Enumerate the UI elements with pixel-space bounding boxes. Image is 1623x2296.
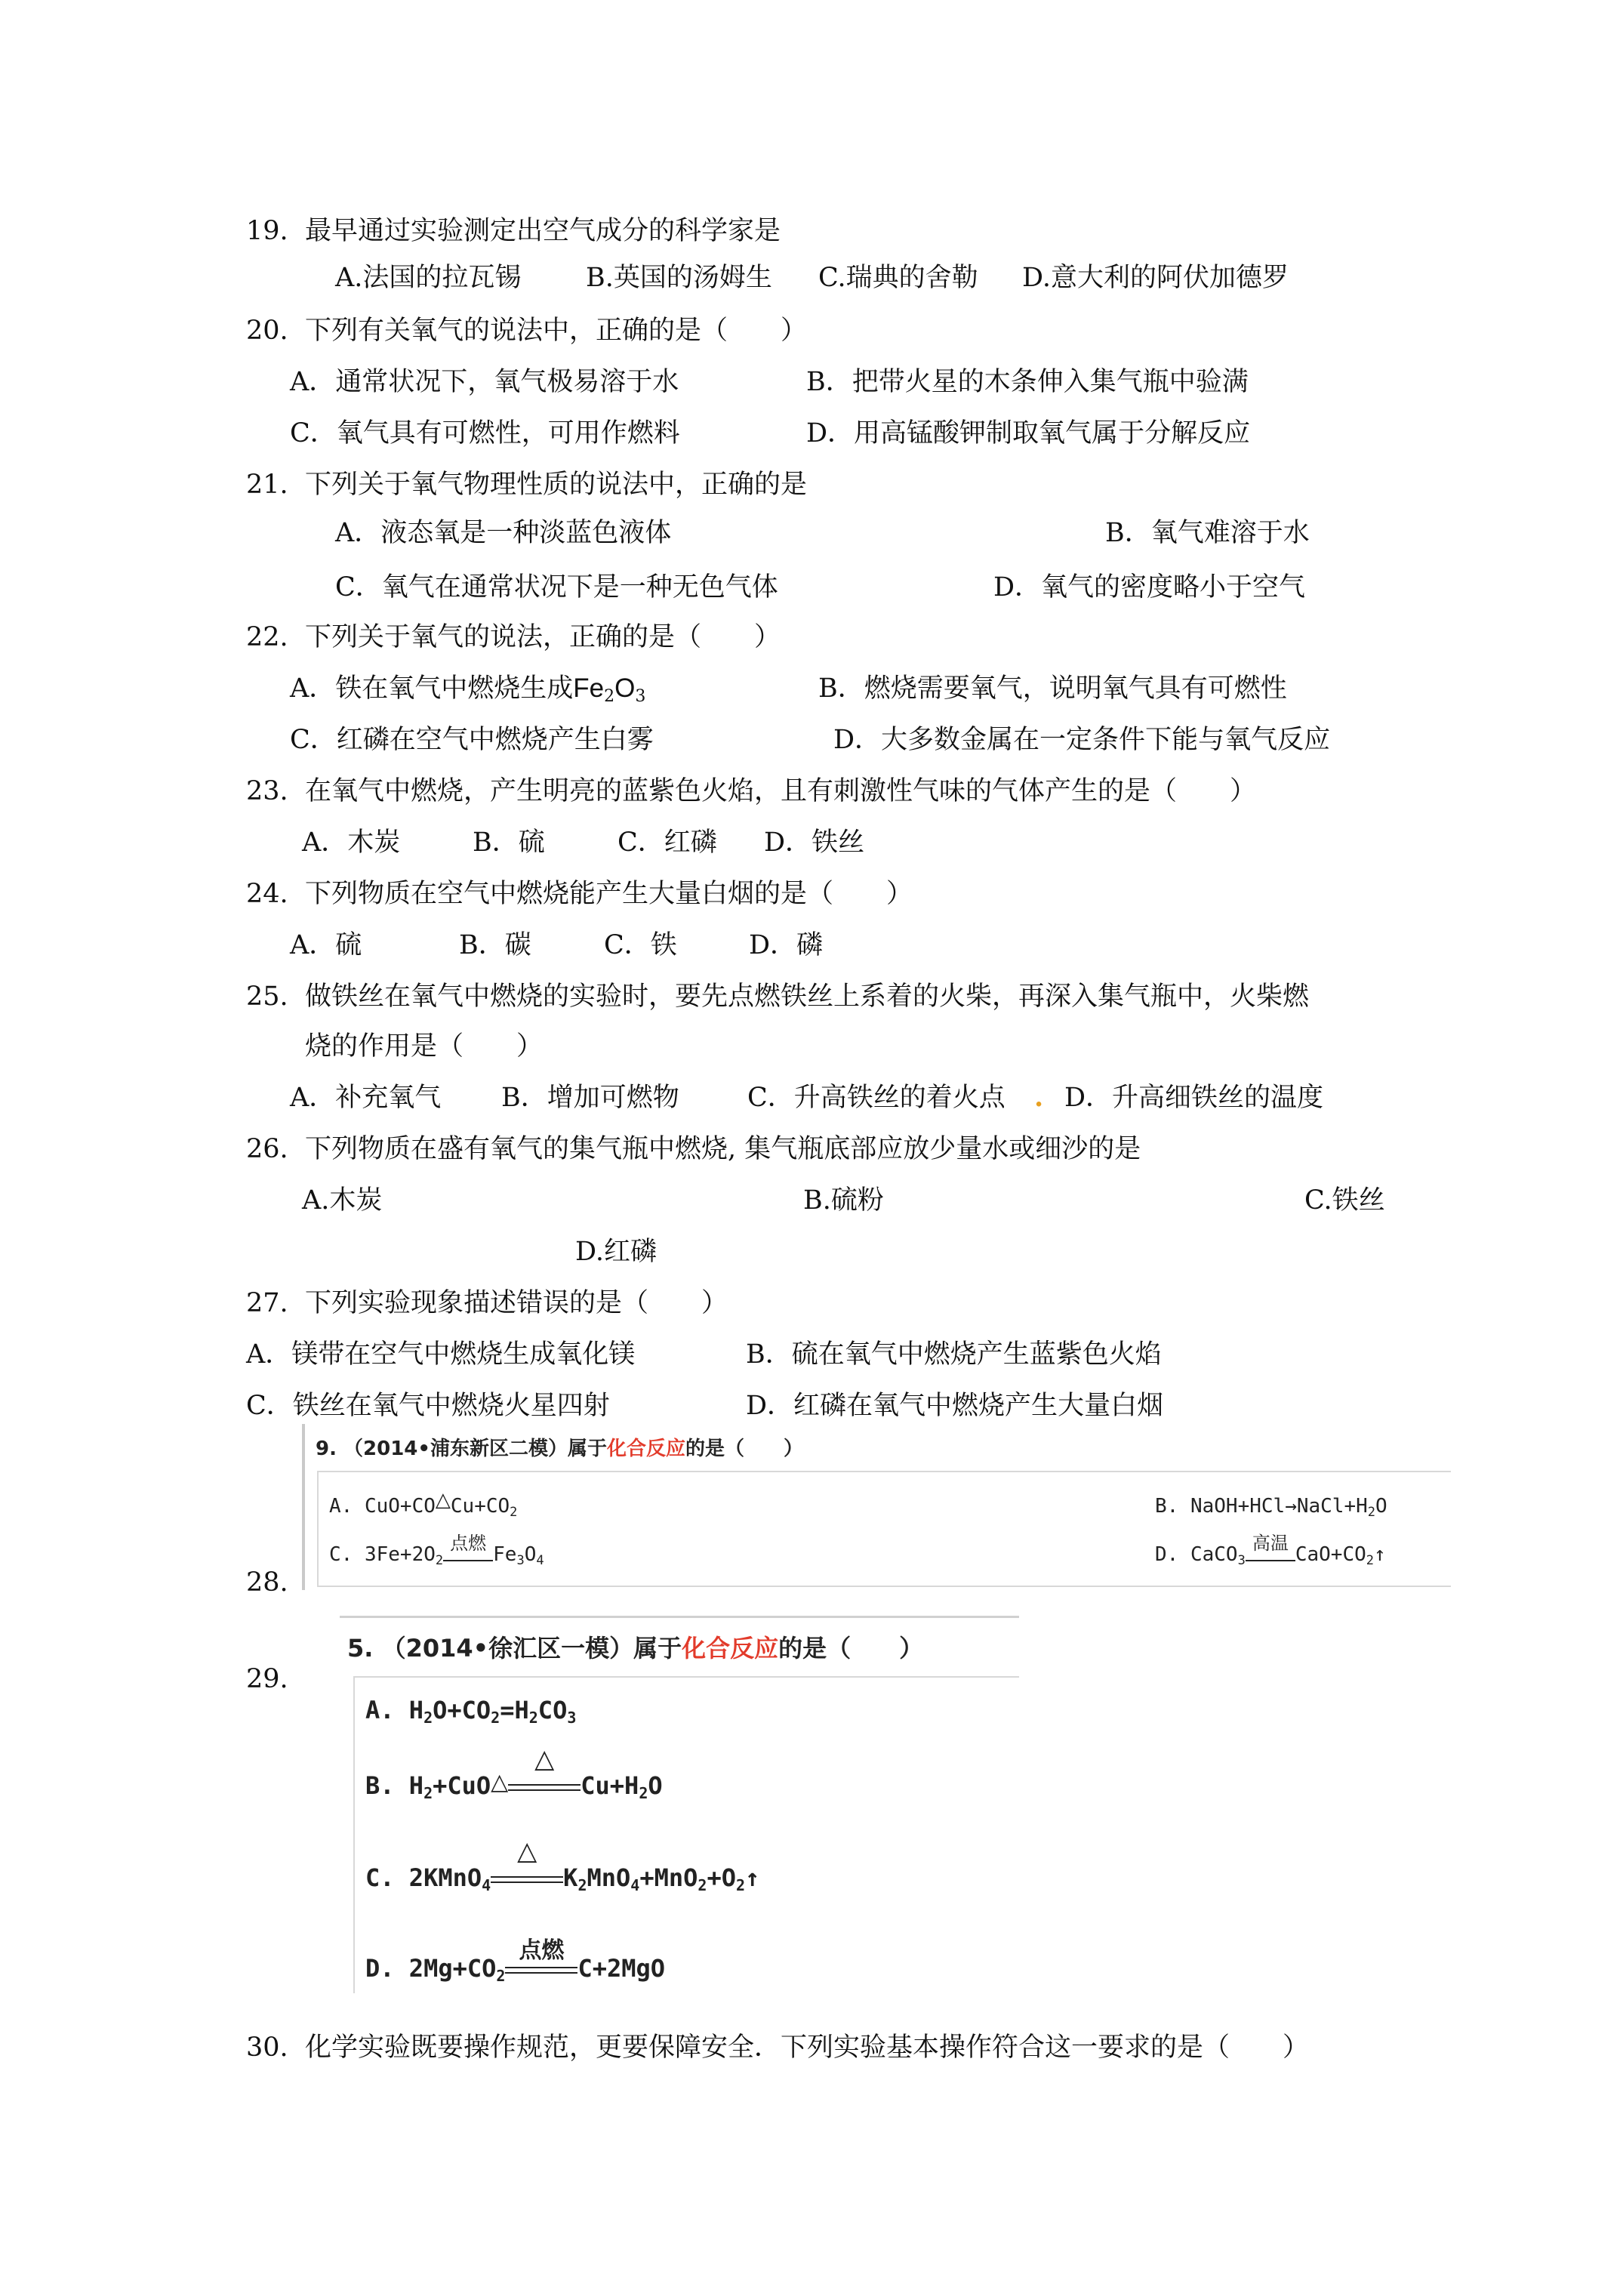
q23-stem: 在氧气中燃烧，产生明亮的蓝紫色火焰，且有刺激性气味的气体产生的是（ ） xyxy=(305,776,1257,806)
q29-header-keyword: 化合反应 xyxy=(682,1634,779,1663)
q29-option-c-reactants: 2KMnO xyxy=(408,1863,482,1892)
q28-option-d-label: D. xyxy=(1155,1543,1179,1566)
q21-option-d: D．氧气的密度略小于空气 xyxy=(993,572,1306,603)
q29-option-a: A. $H_2O+CO_2=H_2CO_3$ xyxy=(365,1696,577,1727)
q29-option-b-reactants: H xyxy=(408,1771,424,1800)
q25-stem-line1: 做铁丝在氧气中燃烧的实验时，要先点燃铁丝上系着的火柴，再深入集气瓶中，火柴燃 xyxy=(305,982,1310,1012)
q20-option-c: C．氧气具有可燃性，可用作燃料 xyxy=(290,418,680,448)
q28-screenshot xyxy=(302,1424,1449,1590)
q25-option-a: A．补充氧气 xyxy=(290,1083,442,1113)
q23-option-d: D．铁丝 xyxy=(764,827,865,858)
q29-option-c-label: C. xyxy=(365,1863,395,1892)
q26-option-a: A.木炭 xyxy=(302,1185,383,1216)
q27-option-c: C．铁丝在氧气中燃烧火星四射 xyxy=(246,1391,610,1421)
q26-number: 26. xyxy=(246,1134,288,1164)
q29-option-c-condition: △ xyxy=(491,1863,563,1892)
q22-number: 22. xyxy=(246,622,288,652)
q26-option-b: B.硫粉 xyxy=(803,1185,884,1216)
q28-option-b-label: B. xyxy=(1155,1495,1179,1518)
q22-fe2o3-o: O xyxy=(614,673,636,703)
q28-header-post: 的是（ ） xyxy=(685,1438,804,1460)
q25-option-c: C．升高铁丝的着火点 xyxy=(747,1083,1006,1113)
q26-option-d: D.红磷 xyxy=(575,1237,657,1267)
q29-option-d-reactants: 2Mg+CO xyxy=(408,1954,497,1983)
q29-option-c: C. 2KMnO$_4$ △ $K_2MnO_4+MnO_2+O_2↑$ xyxy=(365,1836,760,1894)
q19-number: 19. xyxy=(246,216,288,246)
q29-option-b-small-triangle: △ xyxy=(491,1769,509,1795)
q28-option-c-reactants: 3Fe+2O xyxy=(364,1543,436,1566)
q20-option-b: B．把带火星的木条伸入集气瓶中验满 xyxy=(806,367,1249,397)
q28-option-a-label: A. xyxy=(329,1495,353,1518)
q19-option-c: C.瑞典的舍勒 xyxy=(818,263,978,293)
q24-option-a: A．硫 xyxy=(290,930,362,960)
q29-header xyxy=(347,1629,923,1664)
q25-stem-line2: 烧的作用是（ ） xyxy=(305,1031,544,1062)
q25-option-d: D．升高细铁丝的温度 xyxy=(1064,1083,1324,1113)
q27-option-b: B．硫在氧气中燃烧产生蓝紫色火焰 xyxy=(746,1339,1162,1370)
q28-option-a-reactants: CuO+CO xyxy=(364,1495,436,1518)
q23-option-b: B．硫 xyxy=(473,827,545,858)
q28-option-c-condition: 点燃 xyxy=(443,1543,493,1566)
q27-option-d: D．红磷在氧气中燃烧产生大量白烟 xyxy=(746,1391,1164,1421)
q29-option-d: D. $2Mg+CO_2$ 点燃 C+2MgO xyxy=(365,1937,666,1985)
q28-option-d-products: CaO+CO xyxy=(1295,1543,1366,1566)
q30-stem: 化学实验既要操作规范，更要保障安全．下列实验基本操作符合这一要求的是（ ） xyxy=(305,2032,1310,2063)
q22-fe2o3-fe: Fe xyxy=(573,673,605,703)
q20-number: 20. xyxy=(246,316,288,346)
q29-number: 29. xyxy=(246,1664,288,1694)
q29-option-a-equation: H xyxy=(408,1696,424,1724)
q29-option-d-label: D. xyxy=(365,1954,395,1983)
q29-option-d-condition: 点燃 xyxy=(505,1954,577,1983)
q27-number: 27. xyxy=(246,1288,288,1318)
q28-left-rule xyxy=(302,1424,305,1590)
q25-dot-mark: . xyxy=(1034,1082,1044,1113)
q28-option-c: C. $3Fe+2O_2$ 点燃 $Fe_3O_4$ xyxy=(329,1533,544,1568)
q19-stem: 最早通过实验测定出空气成分的科学家是 xyxy=(305,216,781,246)
q24-option-d: D．磷 xyxy=(749,930,824,960)
q27-stem: 下列实验现象描述错误的是（ ） xyxy=(305,1288,728,1318)
q28-header-keyword: 化合反应 xyxy=(607,1438,686,1460)
q29-option-d-products: C+2MgO xyxy=(577,1954,666,1983)
q22-option-c: C．红磷在空气中燃烧产生白雾 xyxy=(290,725,654,755)
q29-header-pre: 5. （2014•徐汇区一模）属于 xyxy=(347,1634,682,1663)
q26-stem: 下列物质在盛有氧气的集气瓶中燃烧, 集气瓶底部应放少量水或细沙的是 xyxy=(305,1134,1141,1164)
q22-fe2o3-sub2: 2 xyxy=(604,687,615,706)
q29-top-rule xyxy=(340,1616,1019,1618)
q20-stem: 下列有关氧气的说法中，正确的是（ ） xyxy=(305,316,808,346)
q24-option-b: B．碳 xyxy=(459,930,531,960)
q29-screenshot xyxy=(340,1614,1019,1992)
q28-option-d: D. CaCO$_3$ 高温 $CaO+CO_2↑$ xyxy=(1155,1533,1386,1568)
q21-number: 21. xyxy=(246,470,288,500)
q29-option-b-products: Cu+H xyxy=(581,1771,639,1800)
q29-option-b-label: B. xyxy=(365,1771,395,1800)
q22-stem: 下列关于氧气的说法，正确的是（ ） xyxy=(305,622,781,652)
q29-option-b: B. $H_2+CuO\triangle$ △ $Cu+H_2O$ xyxy=(365,1744,663,1802)
q28-option-b: B. $NaOH+HCl\to NaCl+H_2O$ xyxy=(1155,1495,1387,1520)
q29-option-a-label: A. xyxy=(365,1696,395,1724)
q25-option-b: B．增加可燃物 xyxy=(501,1083,679,1113)
q29-header-post: 的是（ ） xyxy=(778,1634,924,1663)
q23-option-c: C．红磷 xyxy=(617,827,717,858)
q28-option-d-condition: 高温 xyxy=(1246,1543,1295,1566)
q28-option-a: A. $CuO+CO\triangle Cu+CO_2$ xyxy=(329,1489,518,1520)
q28-option-c-label: C. xyxy=(329,1543,353,1566)
q20-option-d: D．用高锰酸钾制取氧气属于分解反应 xyxy=(806,418,1251,448)
q22-fe2o3-sub3: 3 xyxy=(635,687,646,706)
q26-option-c: C.铁丝 xyxy=(1304,1185,1385,1216)
q28-option-a-products: Cu+CO xyxy=(450,1495,510,1518)
q24-option-c: C．铁 xyxy=(604,930,677,960)
q23-number: 23. xyxy=(246,776,288,806)
q19-option-a: A.法国的拉瓦锡 xyxy=(335,263,522,293)
q27-option-a: A．镁带在空气中燃烧生成氧化镁 xyxy=(246,1339,636,1370)
q19-option-d: D.意大利的阿伏加德罗 xyxy=(1022,263,1289,293)
q23-option-a: A．木炭 xyxy=(302,827,401,858)
q29-option-b-condition: △ xyxy=(508,1771,581,1800)
q24-number: 24. xyxy=(246,879,288,909)
q24-stem: 下列物质在空气中燃烧能产生大量白烟的是（ ） xyxy=(305,879,913,909)
q22-option-b: B．燃烧需要氧气，说明氧气具有可燃性 xyxy=(818,673,1287,704)
q22-option-a-text: A．铁在氧气中燃烧生成 xyxy=(290,673,574,704)
q21-option-a: A．液态氧是一种淡蓝色液体 xyxy=(335,518,672,548)
q28-number: 28. xyxy=(246,1567,288,1598)
q21-option-c: C．氧气在通常状况下是一种无色气体 xyxy=(335,572,778,603)
q25-number: 25. xyxy=(246,982,288,1012)
q22-option-d: D．大多数金属在一定条件下能与氧气反应 xyxy=(833,725,1331,755)
q28-header xyxy=(316,1433,803,1461)
q28-option-c-products: Fe xyxy=(493,1543,517,1566)
q22-option-a xyxy=(290,672,645,705)
q30-number: 30. xyxy=(246,2032,288,2063)
q21-option-b: B．氧气难溶于水 xyxy=(1105,518,1310,548)
q28-option-d-reactants: CaCO xyxy=(1190,1543,1238,1566)
q28-option-a-condition: △ xyxy=(435,1489,451,1512)
q28-option-b-equation: NaOH+HCl→NaCl+H xyxy=(1190,1495,1368,1518)
q28-header-pre: 9. （2014•浦东新区二模）属于 xyxy=(316,1438,608,1460)
q19-option-b: B.英国的汤姆生 xyxy=(586,263,772,293)
q20-option-a: A．通常状况下，氧气极易溶于水 xyxy=(290,367,679,397)
q29-option-c-products: K xyxy=(563,1863,578,1892)
q21-stem: 下列关于氧气物理性质的说法中，正确的是 xyxy=(305,470,808,500)
